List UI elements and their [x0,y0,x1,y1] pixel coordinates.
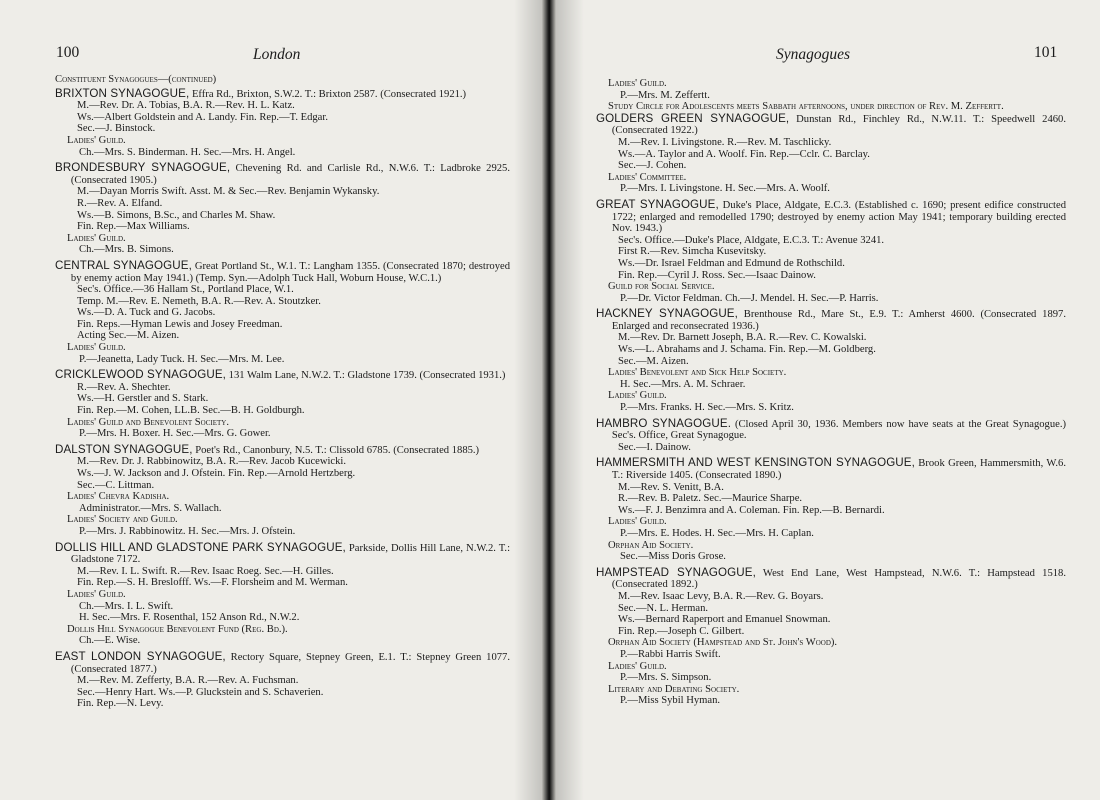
society-name: Ladies' Guild. [608,660,667,672]
synagogue-entry [55,542,510,647]
right-column [596,78,1066,707]
synagogue-address: Rectory Square, Stepney Green, E.1. T.: Stepney Green 1077. (Consecrated 1877.) [70,651,510,675]
synagogue-name: CENTRAL SYNAGOGUE, [55,258,192,272]
officer-line: Sec.—I. Dainow. [618,441,691,453]
officer-line: M.—Dayan Morris Swift. Asst. M. & Sec.—Rev. Benjamin Wykansky. [77,186,380,198]
synagogue-entry [55,651,510,710]
officer-line: Ws.—F. J. Benzimra and A. Coleman. Fin. Rep.—B. Bernardi. [618,504,885,516]
officer-line: M.—Rev. S. Venitt, B.A. [618,481,724,493]
society-name: Guild for Social Service. [608,281,715,293]
society-name: Ladies' Benevolent and Sick Help Society. [608,367,787,379]
officer-line: Ws.—A. Taylor and A. Woolf. Fin. Rep.—Cclr. C. Barclay. [618,148,870,160]
entry-heading [596,199,1066,235]
society-name: Ladies' Guild. [67,232,126,244]
synagogue-entry [55,162,510,256]
society-name: Study Circle for Adolescents meets Sabbath afternoons, under direction of Rev. M. Zeffertt. [608,101,1004,113]
society-name: Ladies' Guild. [67,588,126,600]
synagogue-name: DALSTON SYNAGOGUE, [55,442,193,456]
society-officer-line: Ch.—Mrs. I. L. Swift. [79,600,174,612]
society-name: Ladies' Guild and Benevolent Society. [67,416,229,428]
synagogue-address: Great Portland St., W.1. T.: Langham 1355. (Consecrated 1870; destroyed by enemy action May 1941.) (Temp. Syn.—Adolph Tuck Hall, Woburn House, W.C.1.) [70,260,510,284]
officer-line: M.—Rev. I. L. Swift. R.—Rev. Isaac Roeg. Sec.—H. Gilles. [77,565,334,577]
society-officer-line: Administrator.—Mrs. S. Wallach. [79,502,222,514]
society-officer-line: P.—Mrs. E. Hodes. H. Sec.—Mrs. H. Caplan. [620,527,814,539]
synagogue-address: Parkside, Dollis Hill Lane, N.W.2. T.: Gladstone 7172. [70,542,511,566]
entry-heading [55,444,510,457]
society-name: Ladies' Chevra Kadisha. [67,491,170,503]
entry-heading [596,308,1066,332]
officer-line: M.—Rev. Dr. J. Rabbinowitz, B.A. R.—Rev. Jacob Kucewicki. [77,456,347,468]
officer-line: Temp. M.—Rev. E. Nemeth, B.A. R.—Rev. A. Stoutzker. [77,295,321,307]
officer-line: M.—Rev. Dr. Barnett Joseph, B.A. R.—Rev. C. Kowalski. [618,332,867,344]
society-name: Literary and Debating Society. [608,683,740,695]
entry-heading [55,88,510,101]
officer-line: M.—Rev. Isaac Levy, B.A. R.—Rev. G. Boyars. [618,590,824,602]
synagogue-entry [55,88,510,159]
society-name: Ladies' Guild. [608,390,667,402]
continued-heading: Constituent Synagogues—(continued) [55,74,217,85]
society-name: Ladies' Guild. [608,78,667,89]
officer-line: M.—Rev. M. Zefferty, B.A. R.—Rev. A. Fuchsman. [77,675,299,687]
synagogue-entry [596,457,1066,562]
synagogue-name: BRONDESBURY SYNAGOGUE, [55,161,231,175]
officer-line: R.—Rev. A. Elfand. [77,197,163,209]
officer-line: Ws.—J. W. Jackson and J. Ofstein. Fin. Rep.—Arnold Hertzberg. [77,468,356,479]
synagogue-address: Effra Rd., Brixton, S.W.2. T.: Brixton 2587. (Consecrated 1921.) [191,88,467,100]
right-entry-list [596,113,1066,707]
officer-line: Sec.—Henry Hart. Ws.—P. Gluckstein and S. Schaverien. [77,686,324,698]
society-officer-line: Sec.—Miss Doris Grose. [620,551,726,563]
officer-line: Ws.—Dr. Israel Feldman and Edmund de Rothschild. [618,257,845,269]
synagogue-entry [596,199,1066,304]
synagogue-address: Dunstan Rd., Finchley Rd., N.W.11. T.: Speedwell 2460. (Consecrated 1922.) [611,113,1066,137]
officer-line: Fin. Rep.—M. Cohen, LL.B. Sec.—B. H. Goldburgh. [77,405,305,417]
society-officer-line: Ch.—Mrs. B. Simons. [79,244,174,256]
society-officer-line: P.—Mrs. M. Zeffertt. [620,89,710,101]
society-officer-line: Ch.—Mrs. S. Binderman. H. Sec.—Mrs. H. Angel. [79,146,296,158]
officer-line: Acting Sec.—M. Aizen. [77,330,180,342]
synagogue-address: Poet's Rd., Canonbury, N.5. T.: Clissold 6785. (Consecrated 1885.) [195,444,480,456]
officer-line: Fin. Reps.—Hyman Lewis and Josey Freedman. [77,318,283,330]
society-officer-line: P.—Mrs. I. Livingstone. H. Sec.—Mrs. A. Woolf. [620,183,830,195]
officer-line: M.—Rev. Dr. A. Tobias, B.A. R.—Rev. H. L. Katz. [77,100,295,112]
synagogue-name: HAMMERSMITH AND WEST KENSINGTON SYNAGOGUE, [596,456,915,470]
synagogue-entry [55,260,510,365]
society-officer-line: P.—Dr. Victor Feldman. Ch.—J. Mendel. H. Sec.—P. Harris. [620,292,879,304]
entry-heading [596,457,1066,481]
society-name: Dollis Hill Synagogue Benevolent Fund (Reg. Bd.). [67,623,288,635]
officer-line: Ws.—B. Simons, B.Sc., and Charles M. Shaw. [77,209,276,221]
officer-line: Sec.—N. L. Herman. [618,602,709,614]
society-officer-line: P.—Miss Sybil Hyman. [620,695,721,707]
officer-line: Fin. Rep.—Joseph C. Gilbert. [618,625,745,637]
officer-line: Sec.—J. Binstock. [77,123,156,135]
society-officer-line: P.—Mrs. Franks. H. Sec.—Mrs. S. Kritz. [620,402,794,414]
synagogue-entry [596,308,1066,413]
entry-heading [55,369,510,382]
synagogue-address: 131 Walm Lane, N.W.2. T.: Gladstone 1739. (Consecrated 1931.) [228,370,506,382]
synagogue-name: CRICKLEWOOD SYNAGOGUE, [55,368,226,382]
entry-heading [55,260,510,284]
page-number-right: 101 [1034,44,1058,61]
synagogue-address: Duke's Place, Aldgate, E.C.3. (Established c. 1690; present edifice constructed 1722; enlarged and remodelled 1790; destroyed by enemy action May 1941; temporary building erected Nov. 1943.) [611,199,1066,235]
officer-line: Fin. Rep.—S. H. Breslofff. Ws.—F. Florsheim and M. Werman. [77,577,348,589]
society-name: Orphan Aid Society. [608,539,694,551]
officer-line: M.—Rev. I. Livingstone. R.—Rev. M. Taschlicky. [618,136,832,148]
entry-heading [596,418,1066,442]
synagogue-address: (Closed April 30, 1936. Members now have seats at the Great Synagogue.) Sec's. Office, Great Synagogue. [611,418,1067,442]
officer-line: Sec.—C. Littman. [77,479,155,491]
running-head-left: London [253,46,301,63]
synagogue-name: HACKNEY SYNAGOGUE, [596,307,738,321]
running-head-right: Synagogues [776,46,851,63]
officer-line: Sec.—M. Aizen. [618,355,689,367]
synagogue-entry [596,113,1066,195]
officer-line: R.—Rev. A. Shechter. [77,381,171,393]
synagogue-entry [55,369,510,440]
synagogue-entry [596,418,1066,454]
synagogue-address: Chevening Rd. and Carlisle Rd., N.W.6. T.: Ladbroke 2925. (Consecrated 1905.) [70,163,510,186]
book-gutter [542,0,556,800]
society-name: Ladies' Guild. [67,134,126,146]
society-name: Ladies' Guild. [67,342,126,354]
synagogue-name: GREAT SYNAGOGUE, [596,197,719,211]
society-officer-line: Ch.—E. Wise. [79,635,141,647]
entry-heading [596,567,1066,591]
officer-line: Fin. Rep.—Max Williams. [77,221,190,233]
officer-line: Ws.—H. Gerstler and S. Stark. [77,393,209,405]
synagogue-name: EAST LONDON SYNAGOGUE, [55,649,226,663]
synagogue-address: West End Lane, West Hampstead, N.W.6. T.: Hampstead 1518. (Consecrated 1892.) [611,567,1066,591]
synagogue-entry [55,444,510,538]
society-name: Ladies' Society and Guild. [67,514,178,526]
synagogue-address: Brook Green, Hammersmith, W.6. T.: Riverside 1405. (Consecrated 1890.) [611,458,1066,481]
society-name: Orphan Aid Society (Hampstead and St. John's Wood). [608,637,838,649]
society-officer-line: P.—Jeanetta, Lady Tuck. H. Sec.—Mrs. M. Lee. [79,353,285,365]
officer-line: Ws.—D. A. Tuck and G. Jacobs. [77,307,216,319]
left-page [0,0,542,800]
officer-line: Sec's. Office.—Duke's Place, Aldgate, E.C.3. T.: Avenue 3241. [618,234,885,246]
officer-line: Sec.—J. Cohen. [618,160,687,172]
entry-heading [55,162,510,186]
synagogue-name: HAMPSTEAD SYNAGOGUE, [596,565,756,579]
officer-line: Ws.—L. Abrahams and J. Schama. Fin. Rep.—M. Goldberg. [618,344,876,356]
society-officer-line: H. Sec.—Mrs. F. Rosenthal, 152 Anson Rd., N.W.2. [79,612,300,624]
officer-line: R.—Rev. B. Paletz. Sec.—Maurice Sharpe. [618,493,803,505]
synagogue-entry [596,567,1066,707]
left-column [55,74,510,710]
officer-line: First R.—Rev. Simcha Kusevitsky. [618,246,767,258]
officer-line: Sec's. Office.—36 Hallam St., Portland Place, W.1. [77,284,294,296]
society-name: Ladies' Committee. [608,171,687,183]
society-officer-line: H. Sec.—Mrs. A. M. Schraer. [620,378,746,390]
society-officer-line: P.—Mrs. J. Rabbinowitz. H. Sec.—Mrs. J. Ofstein. [79,525,296,537]
society-officer-line: P.—Mrs. H. Boxer. H. Sec.—Mrs. G. Gower. [79,428,271,440]
society-name: Ladies' Guild. [608,516,667,528]
right-page [556,0,1100,800]
synagogue-name: GOLDERS GREEN SYNAGOGUE, [596,111,790,125]
synagogue-address: Brenthouse Rd., Mare St., E.9. T.: Amherst 4600. (Consecrated 1897. Enlarged and reconsecrated 1936.) [611,309,1066,332]
right-lead-block [596,78,1066,113]
synagogue-name: BRIXTON SYNAGOGUE, [55,86,190,100]
officer-line: Ws.—Albert Goldstein and A. Landy. Fin. Rep.—T. Edgar. [77,111,328,123]
officer-line: Fin. Rep.—N. Levy. [77,698,164,710]
synagogue-name: DOLLIS HILL AND GLADSTONE PARK SYNAGOGUE, [55,540,346,554]
officer-line: Ws.—Bernard Raperport and Emanuel Snowman. [618,614,831,626]
entry-heading [55,542,510,566]
page-number-left: 100 [56,44,80,61]
society-officer-line: P.—Rabbi Harris Swift. [620,648,721,660]
officer-line: Fin. Rep.—Cyril J. Ross. Sec.—Isaac Dainow. [618,269,816,281]
left-entry-list [55,88,510,710]
entry-heading [596,113,1066,137]
entry-heading [55,651,510,675]
society-officer-line: P.—Mrs. S. Simpson. [620,672,712,684]
synagogue-name: HAMBRO SYNAGOGUE. [596,416,732,430]
